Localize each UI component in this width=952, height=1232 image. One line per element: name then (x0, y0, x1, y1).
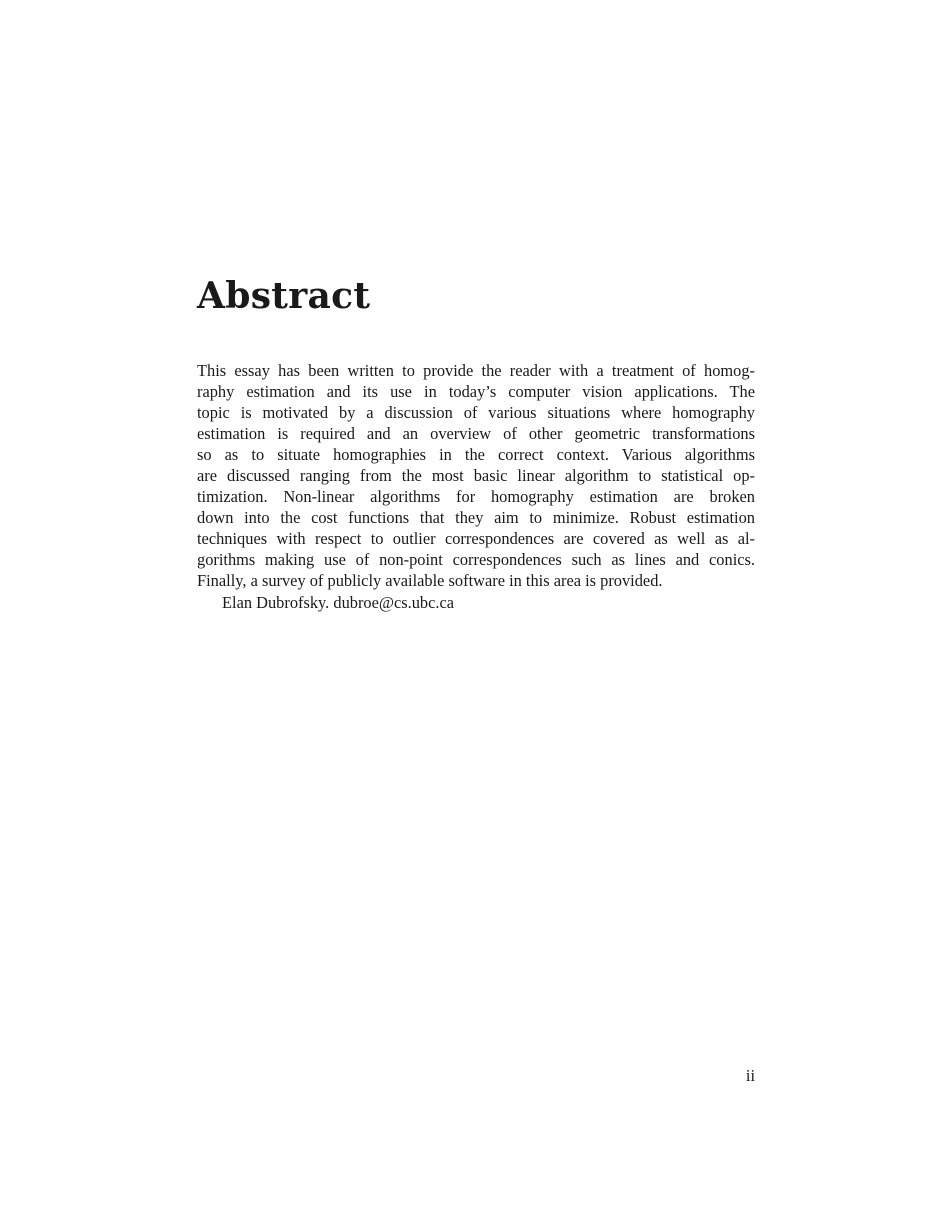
abstract-line: This essay has been written to provide the reader with a treatment of homog- (197, 361, 755, 380)
author-contact: Elan Dubrofsky. dubroe@cs.ubc.ca (222, 593, 455, 612)
page-number: ii (745, 1066, 755, 1085)
abstract-line: timization. Non-linear algorithms for homography estimation are broken (197, 487, 755, 506)
abstract-line: topic is motivated by a discussion of various situations where homography (197, 403, 755, 422)
abstract-line: raphy estimation and its use in today’s computer vision applications. The (197, 382, 755, 401)
abstract-line: down into the cost functions that they aim to minimize. Robust estimation (197, 508, 755, 527)
abstract-line: gorithms making use of non-point correspondences such as lines and conics. (197, 550, 755, 569)
abstract-line: estimation is required and an overview of other geometric transformations (197, 424, 755, 443)
abstract-line: Finally, a survey of publicly available software in this area is provided. (197, 571, 663, 590)
abstract-paragraph (197, 360, 755, 591)
abstract-heading: Abstract (197, 275, 371, 317)
abstract-line: techniques with respect to outlier correspondences are covered as well as al- (197, 529, 755, 548)
abstract-line: are discussed ranging from the most basic linear algorithm to statistical op- (197, 466, 755, 485)
abstract-line: so as to situate homographies in the correct context. Various algorithms (197, 445, 755, 464)
